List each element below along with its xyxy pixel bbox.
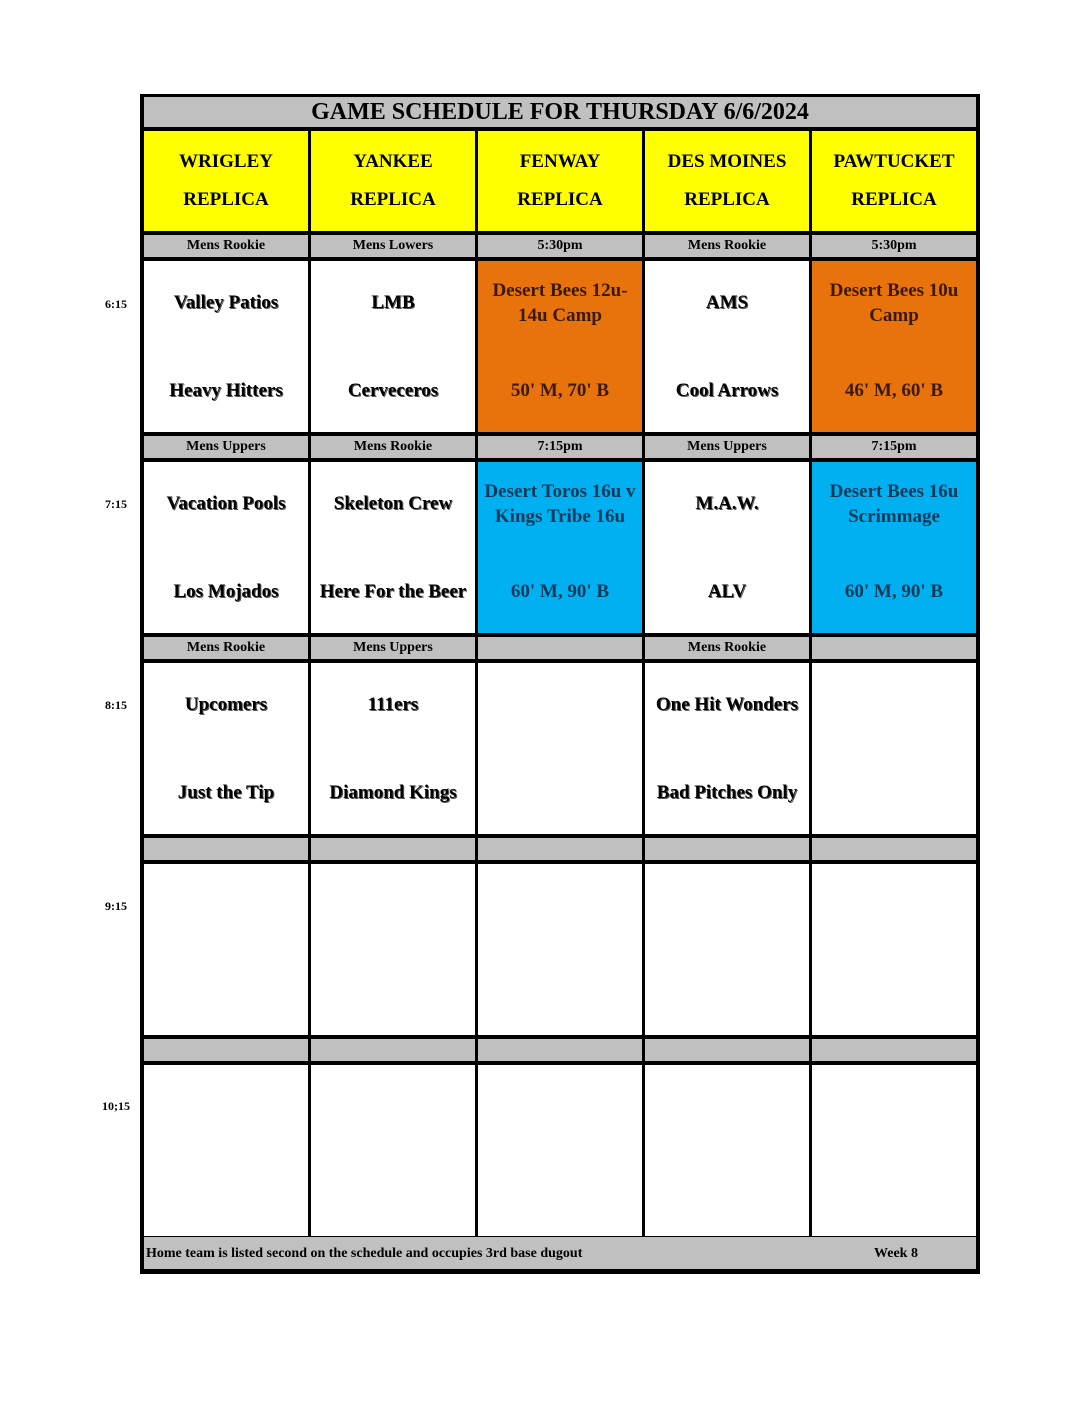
field-name-line2: REPLICA	[183, 189, 269, 210]
away-team: Desert Bees 10u Camp	[829, 280, 959, 326]
away-team: Desert Bees 16u Scrimmage	[829, 481, 959, 527]
game-cell	[478, 261, 642, 432]
game-cell	[144, 261, 308, 432]
division-label: Mens Rookie	[645, 637, 809, 659]
division-label: Mens Rookie	[144, 637, 308, 659]
division-label	[645, 1039, 809, 1061]
field-name-line1: PAWTUCKET	[833, 151, 955, 172]
home-team: ALV	[707, 581, 747, 602]
home-team: 46' M, 60' B	[844, 380, 944, 401]
away-team: M.A.W.	[695, 493, 759, 514]
game-cell	[478, 663, 642, 834]
away-team: LMB	[371, 292, 415, 313]
field-name-line2: REPLICA	[851, 189, 937, 210]
division-label: 7:15pm	[812, 436, 976, 458]
home-team: Bad Pitches Only	[656, 782, 798, 803]
division-label	[311, 1039, 475, 1061]
time-label: 6:15	[105, 297, 127, 311]
home-team: Heavy Hitters	[169, 380, 283, 401]
game-cell	[311, 663, 475, 834]
field-name-line1: FENWAY	[519, 151, 601, 172]
game-cell	[311, 261, 475, 432]
away-team: Upcomers	[184, 694, 268, 715]
game-cell	[645, 462, 809, 633]
field-name-line2: REPLICA	[684, 189, 770, 210]
game-cell	[144, 663, 308, 834]
division-label	[311, 838, 475, 860]
division-label: Mens Lowers	[311, 235, 475, 257]
game-cell	[311, 1065, 475, 1236]
game-cell	[645, 864, 809, 1035]
division-label	[478, 838, 642, 860]
division-label: 5:30pm	[478, 235, 642, 257]
division-label	[645, 838, 809, 860]
game-cell	[812, 261, 976, 432]
home-team: Just the Tip	[177, 782, 275, 803]
division-label: 7:15pm	[478, 436, 642, 458]
game-cell	[478, 462, 642, 633]
game-cell	[645, 1065, 809, 1236]
away-team: Valley Patios	[173, 292, 279, 313]
home-team: 60' M, 90' B	[844, 581, 944, 602]
home-team: 60' M, 90' B	[510, 581, 610, 602]
game-cell	[144, 1065, 308, 1236]
footer-row	[144, 1237, 976, 1269]
away-team: Desert Bees 12u-14u Camp	[492, 280, 628, 326]
game-cell	[812, 462, 976, 633]
field-header	[812, 131, 976, 231]
division-label	[478, 637, 642, 659]
time-label: 9:15	[105, 899, 127, 913]
game-cell	[812, 1065, 976, 1236]
away-team: AMS	[705, 292, 749, 313]
division-label	[812, 637, 976, 659]
division-label: Mens Uppers	[144, 436, 308, 458]
schedule-title: GAME SCHEDULE FOR THURSDAY 6/6/2024	[144, 97, 976, 127]
division-label: Mens Uppers	[311, 637, 475, 659]
division-label	[478, 1039, 642, 1061]
home-team: Here For the Beer	[319, 581, 467, 602]
game-cell	[311, 864, 475, 1035]
field-header	[144, 131, 308, 231]
division-label	[144, 838, 308, 860]
field-header	[311, 131, 475, 231]
game-cell	[478, 864, 642, 1035]
division-label	[812, 838, 976, 860]
away-team: Desert Toros 16u v Kings Tribe 16u	[484, 481, 636, 527]
field-header	[645, 131, 809, 231]
division-label: Mens Uppers	[645, 436, 809, 458]
schedule-table	[140, 94, 980, 1274]
home-team: Cool Arrows	[675, 380, 779, 401]
week-label: Week 8	[874, 1246, 918, 1261]
home-team: 50' M, 70' B	[510, 380, 610, 401]
field-name-line1: YANKEE	[353, 151, 433, 172]
field-name-line1: WRIGLEY	[179, 151, 273, 172]
field-name-line2: REPLICA	[517, 189, 603, 210]
game-cell	[144, 864, 308, 1035]
time-label: 8:15	[105, 698, 127, 712]
game-cell	[311, 462, 475, 633]
game-cell	[144, 462, 308, 633]
home-team: Los Mojados	[173, 581, 279, 602]
time-label: 7:15	[105, 497, 127, 511]
away-team: One Hit Wonders	[655, 694, 799, 715]
away-team: Vacation Pools	[166, 493, 286, 514]
field-name-line2: REPLICA	[350, 189, 436, 210]
game-cell	[478, 1065, 642, 1236]
home-team: Diamond Kings	[329, 782, 457, 803]
time-label: 10;15	[102, 1099, 130, 1113]
division-label: Mens Rookie	[144, 235, 308, 257]
game-cell	[645, 663, 809, 834]
home-team: Cerveceros	[347, 380, 439, 401]
division-label: 5:30pm	[812, 235, 976, 257]
field-header	[478, 131, 642, 231]
division-label: Mens Rookie	[311, 436, 475, 458]
away-team: 111ers	[367, 694, 419, 715]
division-label: Mens Rookie	[645, 235, 809, 257]
game-cell	[812, 864, 976, 1035]
field-name-line1: DES MOINES	[667, 151, 787, 172]
footer-note: Home team is listed second on the schedule and occupies 3rd base dugout	[146, 1246, 583, 1261]
away-team: Skeleton Crew	[333, 493, 453, 514]
division-label	[144, 1039, 308, 1061]
division-label	[812, 1039, 976, 1061]
game-cell	[812, 663, 976, 834]
game-cell	[645, 261, 809, 432]
